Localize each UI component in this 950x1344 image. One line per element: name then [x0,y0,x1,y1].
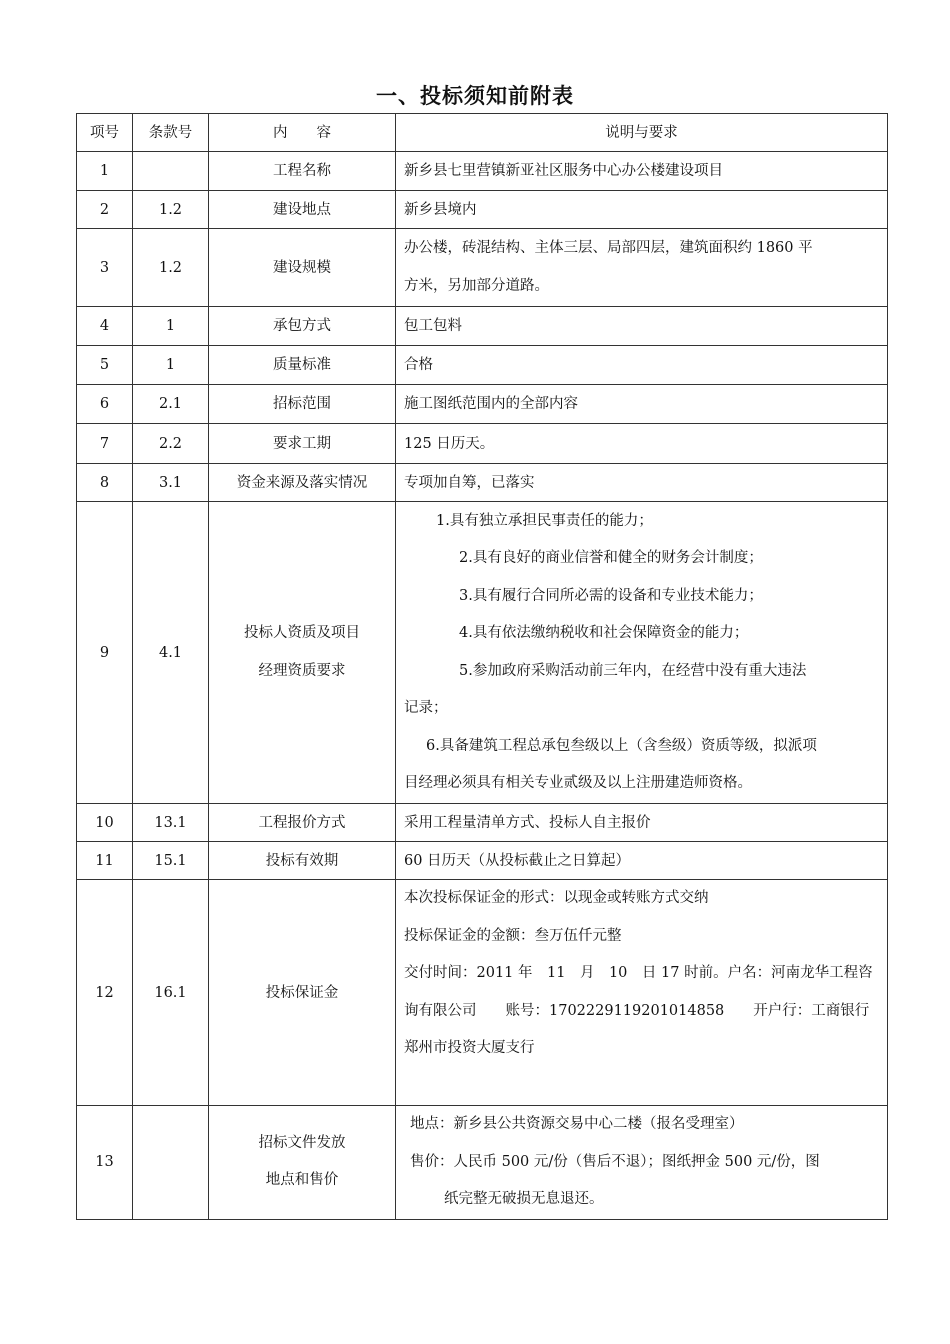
document-title: 一、投标须知前附表 [376,84,574,108]
label-line: 地点和售价 [265,1172,339,1189]
row-clause: 3.1 [133,464,209,502]
desc-line: 投标保证金的金额：叁万伍仟元整 [404,927,622,944]
header-content: 内 容 [209,114,396,152]
row-clause: 16.1 [133,880,209,1106]
table-row [77,880,888,1106]
desc-line: 记录； [404,700,448,716]
row-no: 11 [77,842,133,880]
desc-line: 地点：新乡县公共资源交易中心二楼（报名受理室） [410,1116,744,1132]
row-clause [133,1106,209,1220]
header-clause: 条款号 [133,114,209,152]
row-desc: 施工图纸范围内的全部内容 [396,385,888,424]
row-clause: 2.1 [133,385,209,424]
row-desc: 专项加自筹，已落实 [396,464,888,502]
desc-line: 交付时间：2011 年 11 月 10 日 17 时前。户名：河南龙华工程咨 [404,965,873,981]
row-clause: 15.1 [133,842,209,880]
desc-line: 2.具有良好的商业信誉和健全的财务会计制度； [459,550,763,566]
row-clause: 1.2 [133,229,209,307]
table-row [77,191,888,229]
table-row [77,502,888,804]
row-clause: 2.2 [133,424,209,464]
row-desc: 60 日历天（从投标截止之日算起） [396,842,888,880]
row-no: 2 [77,191,133,229]
table-row [77,1106,888,1220]
row-label: 建设规模 [209,229,396,307]
row-desc: 125 日历天。 [396,424,888,464]
row-label: 资金来源及落实情况 [209,464,396,502]
table-row [77,346,888,385]
desc-line: 售价：人民币 500 元/份（售后不退）；图纸押金 500 元/份，图 [410,1153,820,1170]
row-desc: 采用工程量清单方式、投标人自主报价 [396,804,888,842]
row-clause: 13.1 [133,804,209,842]
desc-line: 4.具有依法缴纳税收和社会保障资金的能力； [459,625,749,641]
row-label: 要求工期 [209,424,396,464]
table-row [77,424,888,464]
row-label: 承包方式 [209,307,396,346]
row-label: 招标范围 [209,385,396,424]
row-clause: 1.2 [133,191,209,229]
label-line: 招标文件发放 [258,1134,346,1151]
row-no: 1 [77,152,133,191]
row-no: 9 [77,502,133,804]
desc-line: 郑州市投资大厦支行 [404,1040,535,1056]
desc-line: 6.具备建筑工程总承包叁级以上（含叁级）资质等级，拟派项 [426,737,817,754]
desc-line: 5.参加政府采购活动前三年内，在经营中没有重大违法 [459,662,807,679]
row-no: 8 [77,464,133,502]
desc-line: 目经理必须具有相关专业贰级及以上注册建造师资格。 [404,775,752,791]
row-label: 投标有效期 [209,842,396,880]
row-no: 13 [77,1106,133,1220]
table-row [77,307,888,346]
desc-line: 办公楼，砖混结构、主体三层、局部四层，建筑面积约 1860 平 [404,240,813,256]
label-line: 经理资质要求 [258,662,346,679]
table-row [77,385,888,424]
table-row [77,804,888,842]
row-clause [133,152,209,191]
row-desc [396,229,888,307]
table-row [77,464,888,502]
row-no: 4 [77,307,133,346]
row-no: 10 [77,804,133,842]
row-no: 12 [77,880,133,1106]
row-desc: 合格 [396,346,888,385]
header-no: 项号 [77,114,133,152]
row-label [209,502,396,804]
row-clause: 4.1 [133,502,209,804]
row-label: 建设地点 [209,191,396,229]
header-desc: 说明与要求 [396,114,888,152]
row-no: 6 [77,385,133,424]
row-desc [396,880,888,1106]
row-desc: 新乡县境内 [396,191,888,229]
row-clause: 1 [133,346,209,385]
row-no: 5 [77,346,133,385]
row-label: 投标保证金 [209,880,396,1106]
row-desc: 新乡县七里营镇新亚社区服务中心办公楼建设项目 [396,152,888,191]
row-no: 3 [77,229,133,307]
desc-line: 纸完整无破损无息退还。 [444,1191,604,1207]
desc-line: 询有限公司 账号：1702229119201014858 开户行：工商银行 [404,1002,870,1019]
table-header-row [77,114,888,152]
table-row [77,842,888,880]
row-clause: 1 [133,307,209,346]
bid-instructions-table [76,113,888,1220]
table-row [77,152,888,191]
row-desc [396,1106,888,1220]
desc-line: 3.具有履行合同所必需的设备和专业技术能力； [459,587,763,604]
desc-line: 本次投标保证金的形式：以现金或转账方式交纳 [404,890,709,906]
row-label: 工程报价方式 [209,804,396,842]
row-no: 7 [77,424,133,464]
desc-line: 1.具有独立承担民事责任的能力； [436,512,653,529]
row-desc: 包工包料 [396,307,888,346]
row-label: 工程名称 [209,152,396,191]
label-line: 投标人资质及项目 [244,625,360,641]
row-label: 质量标准 [209,346,396,385]
row-desc [396,502,888,804]
row-label [209,1106,396,1220]
table-row [77,229,888,307]
desc-line: 方米，另加部分道路。 [404,277,549,294]
